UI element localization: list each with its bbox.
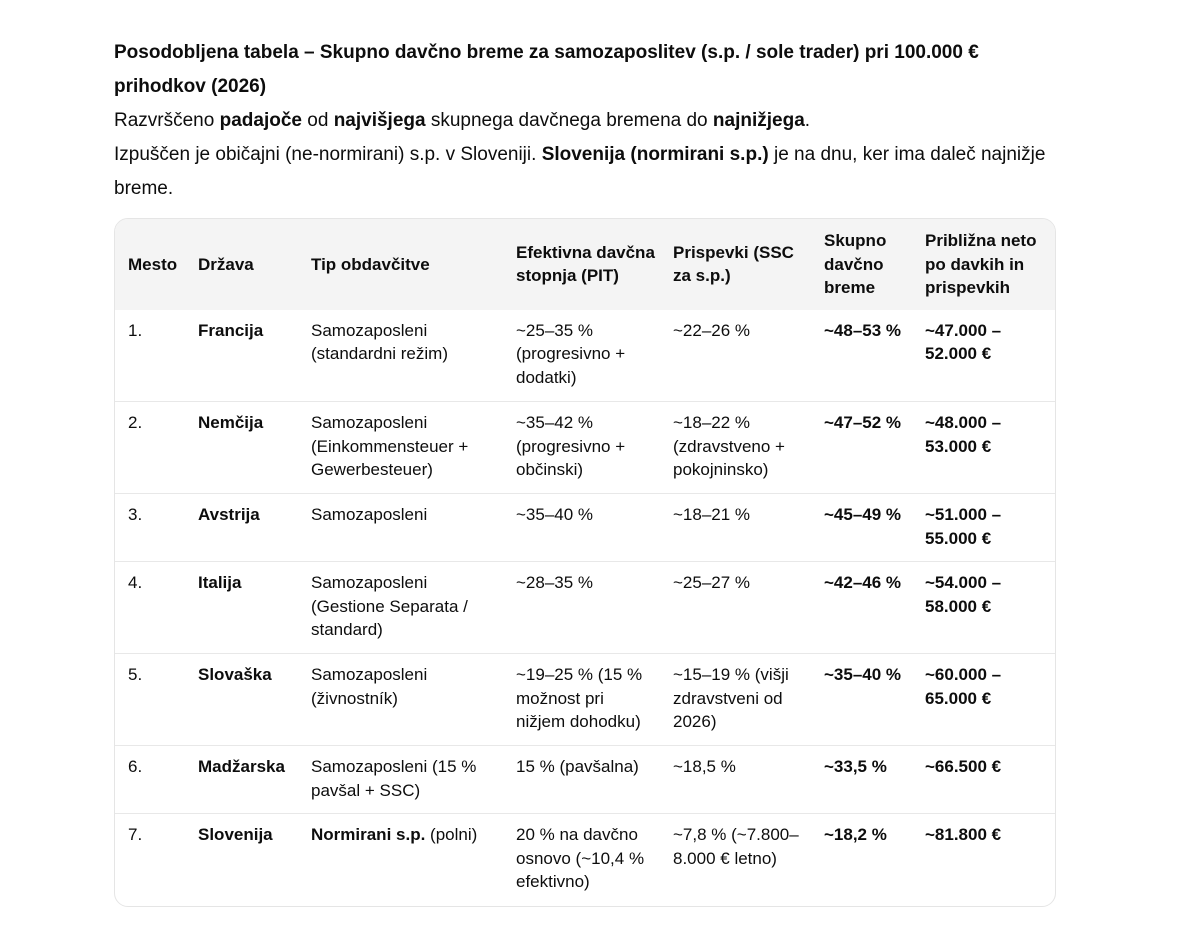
- text-span: Razvrščeno: [114, 110, 220, 131]
- text-span: skupnega davčnega bremena do: [425, 110, 713, 131]
- cell-total: ~48–53 %: [816, 310, 917, 402]
- cell-net: ~51.000 – 55.000 €: [917, 494, 1055, 562]
- cell-type: [303, 310, 508, 402]
- cell-rank: 3.: [115, 494, 190, 562]
- header-total: Skupno davčno breme: [824, 231, 887, 297]
- omission-note: [114, 138, 1054, 206]
- cell-country: Italija: [190, 562, 303, 654]
- cell-rank: 5.: [115, 654, 190, 746]
- header-net: Približna neto po davkih in prispevkih: [925, 231, 1037, 297]
- table-row: [115, 562, 1055, 654]
- type-text: Samozaposleni (15 % pavšal + SSC): [311, 757, 477, 800]
- bold-span: padajoče: [219, 110, 302, 131]
- type-text: Normirani s.p.: [311, 825, 426, 844]
- cell-pit: ~19–25 % (15 % možnost pri nižjem dohodku): [508, 654, 665, 746]
- cell-country: Francija: [190, 310, 303, 402]
- header-rank: Mesto: [128, 254, 178, 274]
- cell-ssc: ~18–21 %: [665, 494, 816, 562]
- type-note: (polni): [425, 825, 478, 844]
- cell-net: ~60.000 – 65.000 €: [917, 654, 1055, 746]
- table-row: [115, 654, 1055, 746]
- table-row: [115, 310, 1055, 402]
- cell-pit: ~35–40 %: [508, 494, 665, 562]
- cell-total: ~45–49 %: [816, 494, 917, 562]
- cell-rank: 1.: [115, 310, 190, 402]
- text-span: od: [301, 110, 334, 131]
- table-row: [115, 814, 1055, 906]
- cell-type: [303, 746, 508, 814]
- cell-type: [303, 562, 508, 654]
- tax-table-container: [114, 218, 1056, 907]
- cell-rank: 6.: [115, 746, 190, 814]
- cell-country: Slovenija: [198, 825, 273, 844]
- text-span: je na dnu, ker ima daleč najnižje breme.: [114, 144, 1046, 199]
- answer-content: [114, 36, 1054, 907]
- cell-type: [303, 654, 508, 746]
- cell-ssc: ~18,5 %: [665, 746, 816, 814]
- cell-net: ~54.000 – 58.000 €: [917, 562, 1055, 654]
- cell-rank: 7.: [128, 825, 143, 844]
- tax-burden-table: [115, 219, 1055, 906]
- header-pit: Efektivna davčna stopnja (PIT): [516, 242, 655, 286]
- cell-type: [303, 494, 508, 562]
- cell-pit: ~35–42 % (progresivno + občinski): [508, 402, 665, 494]
- cell-country: Madžarska: [190, 746, 303, 814]
- table-row: [115, 494, 1055, 562]
- type-text: Samozaposleni: [311, 505, 428, 524]
- cell-country: Nemčija: [190, 402, 303, 494]
- cell-pit: ~25–35 % (progresivno + dodatki): [508, 310, 665, 402]
- header-type: Tip obdavčitve: [311, 254, 430, 274]
- cell-total: ~33,5 %: [816, 746, 917, 814]
- cell-country: Avstrija: [190, 494, 303, 562]
- intro-text: [114, 36, 1054, 206]
- cell-country: Slovaška: [190, 654, 303, 746]
- cell-pit: 15 % (pavšalna): [508, 746, 665, 814]
- type-text: Samozaposleni (Gestione Separata / standard): [311, 573, 468, 639]
- cell-pit: ~28–35 %: [508, 562, 665, 654]
- type-text: Samozaposleni (standardni režim): [311, 320, 448, 363]
- cell-type: [303, 402, 508, 494]
- bold-span: Slovenija (normirani s.p.): [541, 144, 769, 165]
- cell-total: ~47–52 %: [816, 402, 917, 494]
- cell-total: ~35–40 %: [816, 654, 917, 746]
- bold-span: najnižjega: [712, 110, 805, 131]
- cell-total: ~18,2 %: [824, 825, 887, 844]
- cell-total: ~42–46 %: [816, 562, 917, 654]
- cell-rank: 2.: [115, 402, 190, 494]
- type-text: Samozaposleni (Einkommensteuer + Gewerbesteuer): [311, 413, 469, 479]
- header-ssc: Prispevki (SSC za s.p.): [673, 242, 794, 286]
- text-span: .: [804, 110, 811, 131]
- document-title: Posodobljena tabela – Skupno davčno breme za samozaposlitev (s.p. / sole trader) pri 100.000 € prihodkov (2026): [114, 42, 979, 97]
- cell-net: ~66.500 €: [917, 746, 1055, 814]
- cell-ssc: ~18–22 % (zdravstveno + pokojninsko): [665, 402, 816, 494]
- table-row: [115, 746, 1055, 814]
- cell-net: ~81.800 €: [925, 825, 1002, 844]
- cell-ssc: ~22–26 %: [665, 310, 816, 402]
- cell-net: ~47.000 – 52.000 €: [917, 310, 1055, 402]
- sort-description: [114, 104, 1054, 138]
- type-text: Samozaposleni (živnostník): [311, 665, 428, 708]
- table-row: [115, 402, 1055, 494]
- cell-type: [303, 814, 508, 906]
- cell-pit: 20 % na davčno osnovo (~10,4 % efektivno): [516, 825, 645, 891]
- cell-ssc: ~7,8 % (~7.800–8.000 € letno): [673, 825, 799, 868]
- cell-ssc: ~25–27 %: [665, 562, 816, 654]
- cell-ssc: ~15–19 % (višji zdravstveni od 2026): [665, 654, 816, 746]
- table-header-row: [115, 219, 1055, 310]
- cell-rank: 4.: [115, 562, 190, 654]
- text-span: Izpuščen je običajni (ne-normirani) s.p. v Sloveniji.: [114, 144, 542, 165]
- header-country: Država: [198, 254, 254, 274]
- cell-net: ~48.000 – 53.000 €: [917, 402, 1055, 494]
- bold-span: najvišjega: [333, 110, 426, 131]
